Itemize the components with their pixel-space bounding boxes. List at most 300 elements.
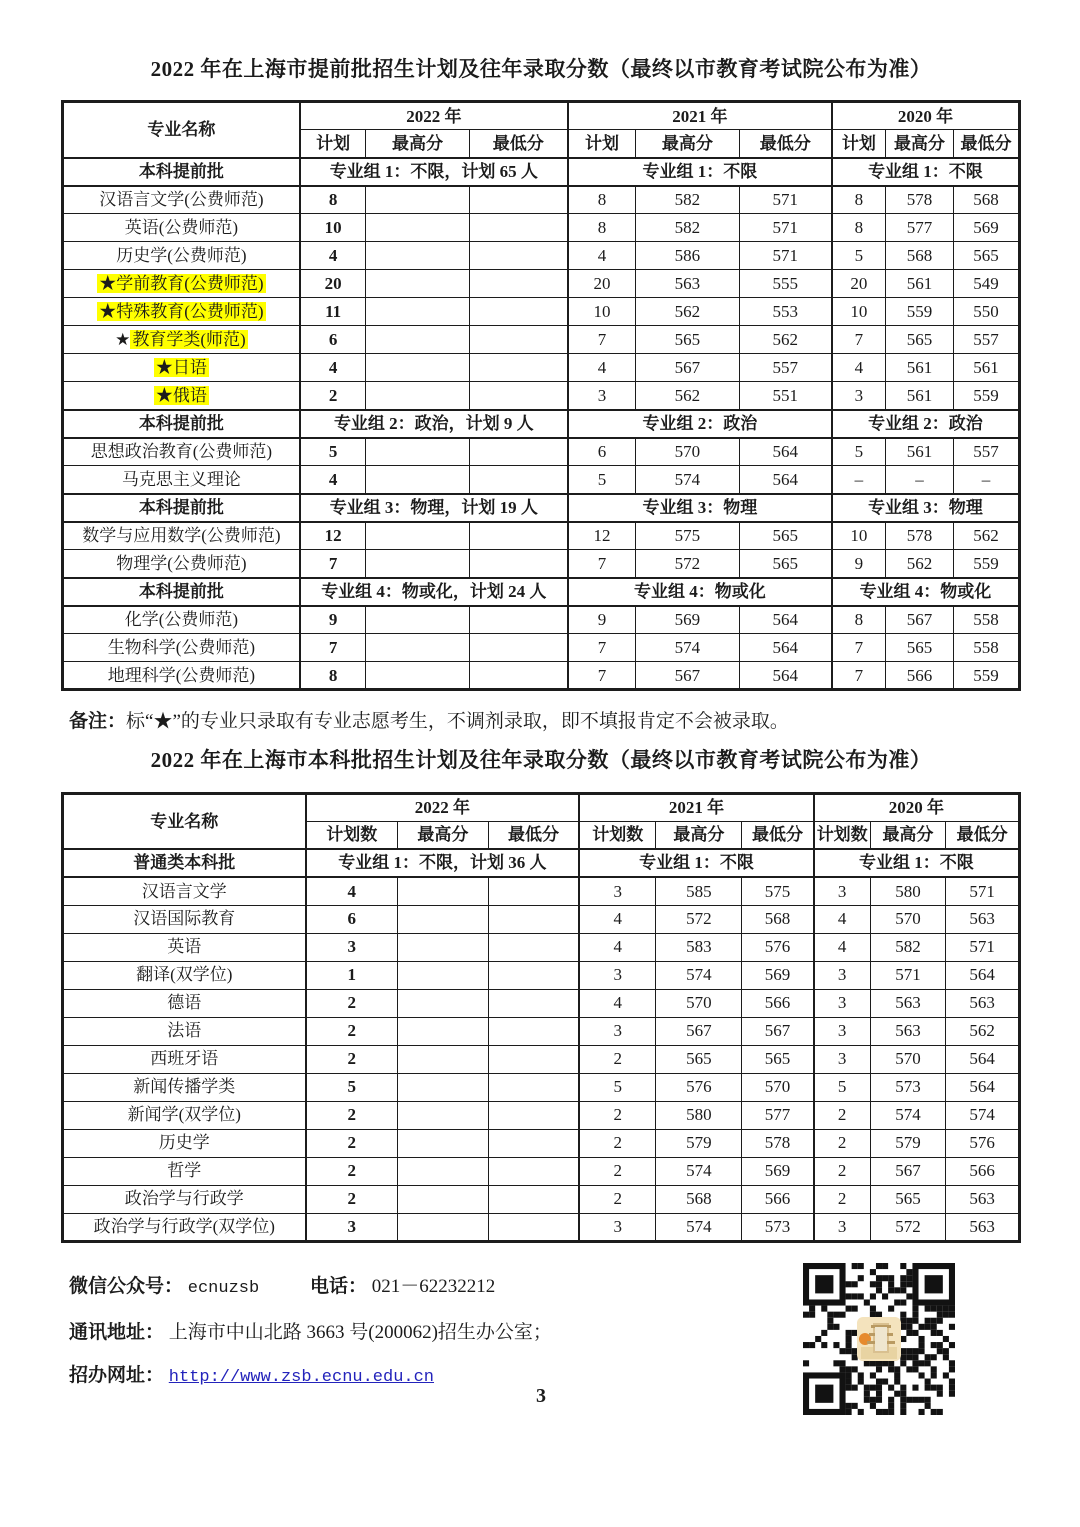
value-cell: 4 (568, 242, 636, 270)
value-cell (469, 354, 568, 382)
value-cell: 562 (636, 382, 739, 410)
value-cell: 574 (870, 1101, 946, 1129)
value-cell (397, 877, 488, 905)
table-row (63, 1185, 1020, 1213)
value-cell: 563 (870, 1017, 946, 1045)
value-cell: 1 (306, 961, 398, 989)
value-cell: 570 (870, 905, 946, 933)
value-cell: 585 (656, 877, 742, 905)
value-cell: 565 (739, 522, 832, 550)
regular-admission-table (61, 792, 1021, 1243)
value-cell: 3 (568, 382, 636, 410)
wechat-account: ecnuzsb (187, 1278, 260, 1298)
value-cell (366, 438, 469, 466)
major-name-cell: 英语 (63, 933, 306, 961)
value-cell (366, 326, 469, 354)
table-row (63, 438, 1020, 466)
value-cell (397, 905, 488, 933)
value-cell: 557 (953, 326, 1019, 354)
subheader-min-2021: 最低分 (742, 821, 814, 849)
value-cell: 555 (739, 270, 832, 298)
value-cell: 3 (814, 1017, 870, 1045)
value-cell: 574 (656, 1157, 742, 1185)
value-cell (469, 382, 568, 410)
major-group-cell: 专业组 3：物理 (568, 494, 832, 522)
value-cell: 3 (306, 1213, 398, 1241)
major-name-cell: 翻译(双学位) (63, 961, 306, 989)
major-name-cell: 英语(公费师范) (63, 214, 300, 242)
value-cell: 3 (579, 961, 656, 989)
major-name-cell: 马克思主义理论 (63, 466, 300, 494)
value-cell (366, 382, 469, 410)
major-name-cell: 生物科学(公费师范) (63, 634, 300, 662)
value-cell: 565 (885, 634, 953, 662)
major-group-cell: 专业组 1：不限 (568, 158, 832, 186)
value-cell: 564 (739, 662, 832, 690)
value-cell: 565 (742, 1045, 814, 1073)
major-group-cell: 专业组 3：物理 (832, 494, 1020, 522)
value-cell: 5 (579, 1073, 656, 1101)
value-cell: 565 (870, 1185, 946, 1213)
highlighted-major-name: 教育学类(师范) (132, 330, 246, 350)
value-cell: 562 (953, 522, 1019, 550)
value-cell: 12 (300, 522, 366, 550)
value-cell: 562 (636, 298, 739, 326)
major-group-cell: 专业组 2：政治 (832, 410, 1020, 438)
table-row (63, 270, 1020, 298)
value-cell: 562 (885, 550, 953, 578)
value-cell: 5 (300, 438, 366, 466)
value-cell: 582 (870, 933, 946, 961)
value-cell: 570 (742, 1073, 814, 1101)
value-cell: 7 (300, 634, 366, 662)
value-cell (488, 1073, 579, 1101)
value-cell: 577 (885, 214, 953, 242)
address-line (69, 1317, 552, 1344)
value-cell: 6 (568, 438, 636, 466)
value-cell: 575 (636, 522, 739, 550)
value-cell: 8 (568, 214, 636, 242)
table-row (63, 522, 1020, 550)
value-cell: 564 (739, 466, 832, 494)
value-cell: 572 (656, 905, 742, 933)
value-cell: 5 (832, 438, 886, 466)
value-cell: 565 (636, 326, 739, 354)
major-name-cell: 汉语言文学 (63, 877, 306, 905)
table-row (63, 326, 1020, 354)
major-name-cell: 历史学 (63, 1129, 306, 1157)
table-row (63, 186, 1020, 214)
value-cell: 9 (832, 550, 886, 578)
value-cell: 561 (885, 270, 953, 298)
value-cell: 558 (953, 634, 1019, 662)
subheader-plan-2021: 计划数 (579, 821, 656, 849)
value-cell: 571 (739, 214, 832, 242)
value-cell: 7 (832, 662, 886, 690)
major-name-cell: 法语 (63, 1017, 306, 1045)
major-name-cell: 新闻学(双学位) (63, 1101, 306, 1129)
value-cell: 2 (306, 1101, 398, 1129)
major-name-cell: 政治学与行政学 (63, 1185, 306, 1213)
value-cell: 20 (300, 270, 366, 298)
value-cell: 12 (568, 522, 636, 550)
value-cell: 10 (832, 298, 886, 326)
value-cell: 567 (636, 662, 739, 690)
highlighted-major-name: ★俄语 (155, 385, 207, 405)
subheader-plan-2022: 计划 (300, 130, 366, 158)
value-cell (397, 933, 488, 961)
value-cell: 8 (568, 186, 636, 214)
footnote-text: 标“★”的专业只录取有专业志愿考生，不调剂录取，即不填报肯定不会被录取。 (126, 711, 789, 733)
value-cell: 2 (306, 1185, 398, 1213)
value-cell: 559 (953, 662, 1019, 690)
major-group-cell: 专业组 2：政治 (568, 410, 832, 438)
value-cell (488, 877, 579, 905)
table-row (63, 1129, 1020, 1157)
section-header-row (63, 849, 1020, 877)
value-cell: 550 (953, 298, 1019, 326)
major-group-cell: 专业组 1：不限 (814, 849, 1020, 877)
value-cell: 3 (814, 877, 870, 905)
value-cell: 7 (568, 634, 636, 662)
value-cell (366, 550, 469, 578)
value-cell: 10 (832, 522, 886, 550)
phone-label: 电话： (309, 1275, 367, 1297)
value-cell: 565 (656, 1045, 742, 1073)
value-cell: 3 (306, 933, 398, 961)
value-cell (397, 1129, 488, 1157)
value-cell: 561 (885, 438, 953, 466)
value-cell: 564 (739, 438, 832, 466)
table2-body (63, 849, 1020, 1241)
value-cell: 8 (300, 186, 366, 214)
section-header-row (63, 494, 1020, 522)
value-cell (366, 662, 469, 690)
column-header-major-name: 专业名称 (63, 102, 300, 158)
value-cell: 577 (742, 1101, 814, 1129)
table-row (63, 606, 1020, 634)
subheader-max-2021: 最高分 (636, 130, 739, 158)
value-cell: 2 (579, 1045, 656, 1073)
value-cell (397, 1045, 488, 1073)
value-cell: 557 (739, 354, 832, 382)
table-row (63, 382, 1020, 410)
value-cell: 574 (636, 466, 739, 494)
section-label: 本科提前批 (63, 494, 300, 522)
subheader-min-2020: 最低分 (946, 821, 1020, 849)
value-cell: 3 (814, 961, 870, 989)
value-cell: 582 (636, 214, 739, 242)
major-group-cell: 专业组 1：不限，计划 36 人 (306, 849, 580, 877)
website-label: 招办网址： (69, 1364, 165, 1386)
table-row (63, 961, 1020, 989)
value-cell: 20 (568, 270, 636, 298)
value-cell: 2 (814, 1101, 870, 1129)
value-cell (469, 550, 568, 578)
highlighted-major-name: ★日语 (155, 358, 207, 378)
value-cell: 575 (742, 877, 814, 905)
value-cell: 569 (742, 1157, 814, 1185)
major-name-cell: 西班牙语 (63, 1045, 306, 1073)
value-cell: 569 (742, 961, 814, 989)
value-cell: 568 (656, 1185, 742, 1213)
section-label: 本科提前批 (63, 410, 300, 438)
value-cell: 563 (946, 1213, 1020, 1241)
table-row (63, 242, 1020, 270)
qr-code (803, 1263, 955, 1415)
year-header-2020: 2020 年 (814, 793, 1020, 821)
admission-website-link[interactable]: http://www.zsb.ecnu.edu.cn (168, 1367, 435, 1387)
value-cell: – (832, 466, 886, 494)
value-cell: 563 (946, 1185, 1020, 1213)
value-cell: 574 (656, 961, 742, 989)
value-cell (469, 466, 568, 494)
value-cell: 7 (568, 662, 636, 690)
section-header-row (63, 578, 1020, 606)
section-label: 本科提前批 (63, 578, 300, 606)
value-cell: 571 (739, 242, 832, 270)
value-cell: 571 (946, 877, 1020, 905)
major-group-cell: 专业组 2：政治，计划 9 人 (300, 410, 568, 438)
value-cell: 561 (953, 354, 1019, 382)
value-cell: 571 (946, 933, 1020, 961)
major-group-cell: 专业组 1：不限 (579, 849, 813, 877)
value-cell: 4 (814, 905, 870, 933)
subheader-min-2020: 最低分 (953, 130, 1019, 158)
table-row (63, 466, 1020, 494)
value-cell: 563 (946, 905, 1020, 933)
value-cell: 3 (579, 877, 656, 905)
value-cell (469, 522, 568, 550)
value-cell: 568 (885, 242, 953, 270)
value-cell (366, 298, 469, 326)
value-cell: 2 (814, 1185, 870, 1213)
value-cell: 5 (306, 1073, 398, 1101)
value-cell (488, 1185, 579, 1213)
major-name-cell (63, 270, 300, 298)
subheader-min-2022: 最低分 (488, 821, 579, 849)
value-cell: 20 (832, 270, 886, 298)
value-cell: 578 (885, 522, 953, 550)
value-cell (488, 1157, 579, 1185)
value-cell: 4 (579, 933, 656, 961)
value-cell: 563 (946, 989, 1020, 1017)
section-header-row (63, 158, 1020, 186)
value-cell: 573 (742, 1213, 814, 1241)
value-cell: 3 (832, 382, 886, 410)
value-cell: 561 (885, 382, 953, 410)
value-cell: 2 (579, 1185, 656, 1213)
value-cell: 6 (306, 905, 398, 933)
phone-number: 021－62232212 (371, 1275, 496, 1297)
value-cell (366, 270, 469, 298)
value-cell: 11 (300, 298, 366, 326)
value-cell: 2 (306, 1129, 398, 1157)
value-cell: 4 (832, 354, 886, 382)
major-name-cell: 汉语国际教育 (63, 905, 306, 933)
major-name-cell: 思想政治教育(公费师范) (63, 438, 300, 466)
value-cell: 561 (885, 354, 953, 382)
page-number: 3 (536, 1384, 546, 1407)
value-cell: 3 (579, 1213, 656, 1241)
value-cell: 567 (870, 1157, 946, 1185)
value-cell: 569 (953, 214, 1019, 242)
table-row (63, 550, 1020, 578)
value-cell: 562 (739, 326, 832, 354)
value-cell (488, 961, 579, 989)
value-cell (488, 989, 579, 1017)
value-cell (469, 186, 568, 214)
major-group-cell: 专业组 1：不限，计划 65 人 (300, 158, 568, 186)
major-name-cell (63, 354, 300, 382)
address-label: 通讯地址： (69, 1321, 165, 1343)
value-cell (366, 214, 469, 242)
value-cell (397, 1185, 488, 1213)
value-cell (469, 326, 568, 354)
value-cell: 586 (636, 242, 739, 270)
table-row (63, 1213, 1020, 1241)
table-row (63, 1017, 1020, 1045)
value-cell: 4 (300, 242, 366, 270)
year-header-2020: 2020 年 (832, 102, 1020, 130)
value-cell: 559 (953, 550, 1019, 578)
table-row (63, 933, 1020, 961)
value-cell: 570 (870, 1045, 946, 1073)
subheader-plan-2022: 计划数 (306, 821, 398, 849)
value-cell: 567 (636, 354, 739, 382)
value-cell: 564 (739, 606, 832, 634)
value-cell (488, 1213, 579, 1241)
value-cell: 565 (953, 242, 1019, 270)
value-cell: 4 (300, 354, 366, 382)
column-header-major-name: 专业名称 (63, 793, 306, 849)
value-cell: – (953, 466, 1019, 494)
table2-title: 2022 年在上海市本科批招生计划及往年录取分数（最终以市教育考试院公布为准） (150, 748, 932, 773)
value-cell: 8 (832, 606, 886, 634)
value-cell (488, 1045, 579, 1073)
value-cell: 7 (568, 550, 636, 578)
table-row (63, 214, 1020, 242)
value-cell: 7 (832, 326, 886, 354)
value-cell: 579 (656, 1129, 742, 1157)
major-name-cell (63, 298, 300, 326)
value-cell (397, 1101, 488, 1129)
value-cell (366, 186, 469, 214)
value-cell: 3 (814, 989, 870, 1017)
value-cell (397, 1073, 488, 1101)
value-cell: 4 (814, 933, 870, 961)
value-cell: 564 (946, 961, 1020, 989)
value-cell (488, 1101, 579, 1129)
value-cell (469, 214, 568, 242)
value-cell: 8 (300, 662, 366, 690)
value-cell: 4 (579, 905, 656, 933)
value-cell: 2 (579, 1157, 656, 1185)
value-cell (488, 1017, 579, 1045)
value-cell: 2 (814, 1129, 870, 1157)
address-value: 上海市中山北路 3663 号(200062)招生办公室； (168, 1321, 552, 1343)
major-name-cell: 哲学 (63, 1157, 306, 1185)
value-cell: 564 (946, 1073, 1020, 1101)
subheader-min-2021: 最低分 (739, 130, 832, 158)
table1-title: 2022 年在上海市提前批招生计划及往年录取分数（最终以市教育考试院公布为准） (150, 57, 932, 81)
major-name-cell: 化学(公费师范) (63, 606, 300, 634)
major-name-cell: 政治学与行政学(双学位) (63, 1213, 306, 1241)
value-cell: 583 (656, 933, 742, 961)
value-cell: 6 (300, 326, 366, 354)
year-header-2021: 2021 年 (579, 793, 813, 821)
value-cell: 582 (636, 186, 739, 214)
value-cell: 580 (870, 877, 946, 905)
value-cell (397, 1157, 488, 1185)
value-cell: 569 (636, 606, 739, 634)
subheader-max-2022: 最高分 (366, 130, 469, 158)
value-cell (366, 354, 469, 382)
value-cell: 570 (636, 438, 739, 466)
value-cell: 574 (656, 1213, 742, 1241)
subheader-max-2021: 最高分 (656, 821, 742, 849)
value-cell: 8 (832, 186, 886, 214)
value-cell (469, 270, 568, 298)
major-group-cell: 专业组 4：物或化 (832, 578, 1020, 606)
value-cell (366, 466, 469, 494)
value-cell: 2 (814, 1157, 870, 1185)
major-group-cell: 专业组 1：不限 (832, 158, 1020, 186)
value-cell (397, 1017, 488, 1045)
value-cell: 574 (946, 1101, 1020, 1129)
value-cell (469, 438, 568, 466)
table-row (63, 1157, 1020, 1185)
value-cell: 558 (953, 606, 1019, 634)
value-cell: 559 (953, 382, 1019, 410)
value-cell: 4 (300, 466, 366, 494)
subheader-plan-2020: 计划 (832, 130, 886, 158)
table-row (63, 1045, 1020, 1073)
major-group-cell: 专业组 3：物理，计划 19 人 (300, 494, 568, 522)
year-header-2022: 2022 年 (306, 793, 580, 821)
value-cell: 9 (568, 606, 636, 634)
major-name-cell (63, 382, 300, 410)
value-cell: 549 (953, 270, 1019, 298)
footnote (69, 706, 1021, 733)
value-cell: 2 (300, 382, 366, 410)
value-cell (366, 606, 469, 634)
major-group-cell: 专业组 4：物或化，计划 24 人 (300, 578, 568, 606)
value-cell: 566 (885, 662, 953, 690)
value-cell: 566 (946, 1157, 1020, 1185)
table-row (63, 905, 1020, 933)
value-cell: 572 (870, 1213, 946, 1241)
value-cell: 567 (885, 606, 953, 634)
value-cell: 572 (636, 550, 739, 578)
value-cell (488, 905, 579, 933)
value-cell: 551 (739, 382, 832, 410)
value-cell: 565 (739, 550, 832, 578)
year-header-2022: 2022 年 (300, 102, 568, 130)
value-cell: 565 (885, 326, 953, 354)
value-cell (366, 242, 469, 270)
value-cell: 7 (568, 326, 636, 354)
value-cell: 7 (300, 550, 366, 578)
value-cell: 4 (306, 877, 398, 905)
major-name-cell: 新闻传播学类 (63, 1073, 306, 1101)
subheader-max-2020: 最高分 (885, 130, 953, 158)
value-cell: 567 (656, 1017, 742, 1045)
value-cell: 579 (870, 1129, 946, 1157)
major-name-cell: 地理科学(公费师范) (63, 662, 300, 690)
value-cell: 576 (742, 933, 814, 961)
pre-admission-table (61, 100, 1021, 691)
